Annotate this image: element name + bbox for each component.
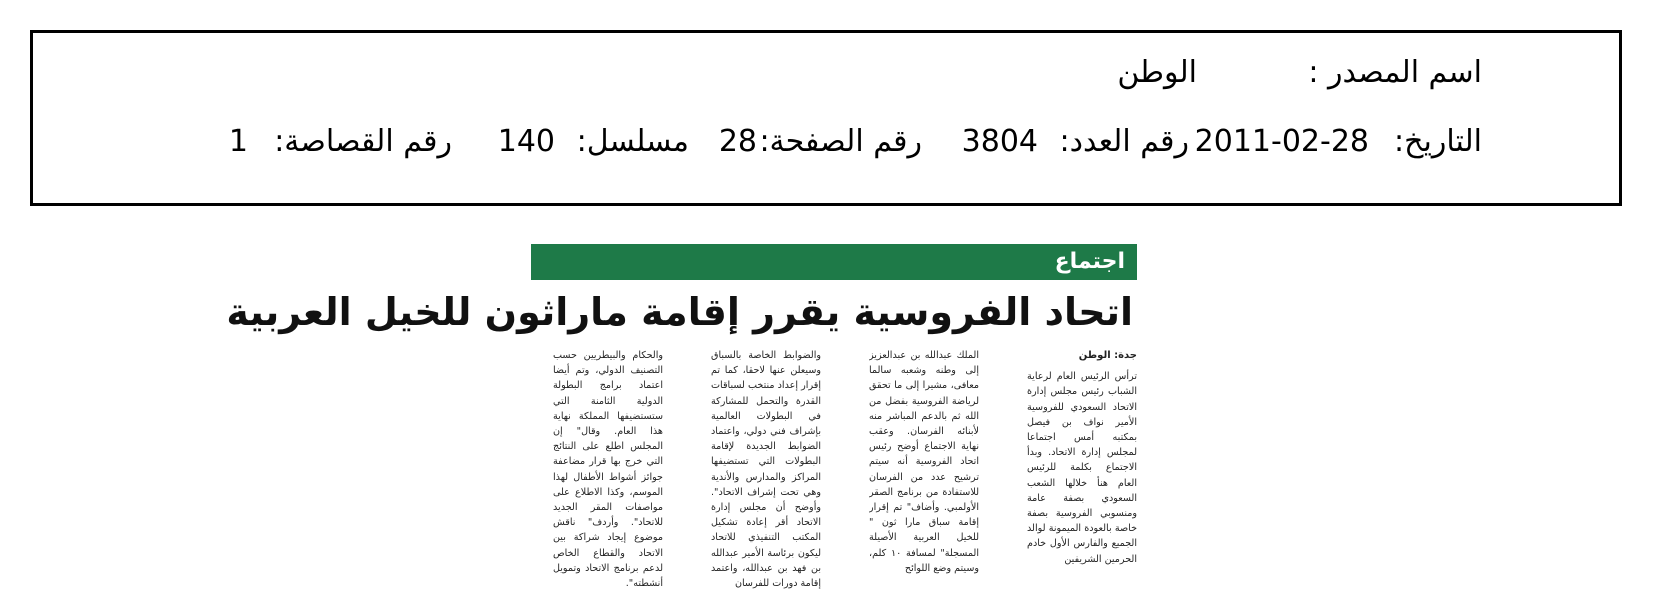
column-text: والحكام والبيطريين حسب التصنيف الدولي، وتم أيضا اعتماد برامج البطولة الدولية الثامنة التي ستستضيفها المملكة نهاية هذا العام. وقال" إن المجلس اطلع على النتائج التي خرج بها قرار مضاعفة جوائز أشواط الأطفال لهذا الموسم، وكذا الاطلاع على مواصفات المقر الجديد للاتحاد". وأردف" ناقش موضوع إيجاد شراكة بين الاتحاد والقطاع الخاص لدعم برنامج الاتحاد وتمويل أنشطته". <box>553 350 663 590</box>
issue-label: رقم العدد: <box>1059 124 1189 159</box>
column-text: الملك عبدالله بن عبدالعزيز إلى وطنه وشعبه سالما معافى، مشيرا إلى ما تحقق لرياضة الفروسية بفضل من الله ثم بالدعم المباشر منه لأبنائه الفرسان. وعقب نهاية الاجتماع أوضح رئيس اتحاد الفروسية أنه سيتم ترشيح عدد من الفرسان للاستفادة من برنامج الصقر الأولمبي. وأضاف" تم إقرار إقامة سباق مارا ثون " للخيل العربية الأصيلة المسجلة" لمسافة ١٠ كلم، وسيتم وضع اللوائح <box>869 350 979 574</box>
source-label: اسم المصدر : <box>1308 55 1482 90</box>
serial-label: مسلسل: <box>576 124 689 159</box>
article-column-1 <box>1027 348 1137 596</box>
clip-label: رقم القصاصة: <box>274 124 452 159</box>
newspaper-clipping <box>226 244 1137 596</box>
column-text: ترأس الرئيس العام لرعاية الشباب رئيس مجلس إدارة الاتحاد السعودي للفروسية الأمير نواف بن فيصل بمكتبه أمس اجتماعا لمجلس إدارة الاتحاد. وبدأ الاجتماع بكلمة للرئيس العام هنأ خلالها الشعب السعودي بصفة عامة ومنسوبي الفروسية بصفة خاصة بالعودة الميمونة لوالد الجميع والفارس الأول خادم الحرمين الشريفين <box>1027 371 1137 565</box>
source-value: الوطن <box>1117 55 1197 90</box>
article-column-4 <box>553 348 663 596</box>
page-value: 28 <box>718 124 757 159</box>
clipping-info-box <box>30 30 1622 206</box>
article-byline: جدة: الوطن <box>1078 350 1137 361</box>
date-label: التاريخ: <box>1394 124 1482 159</box>
column-text: والضوابط الخاصة بالسباق وسيعلن عنها لاحقا، كما تم إقرار إعداد منتخب لسباقات القدرة والتحمل للمشاركة في البطولات العالمية بإشراف فني دولي، واعتماد الضوابط الجديدة لإقامة البطولات التي تستضيفها المراكز والمدارس والأندية وهي تحت إشراف الاتحاد". وأوضح أن مجلس إدارة الاتحاد أقر إعادة تشكيل المكتب التنفيذي للاتحاد ليكون برئاسة الأمير عبدالله بن فهد بن عبدالله، واعتمد إقامة دورات للفرسان <box>711 350 821 590</box>
article-body <box>531 348 1137 596</box>
clip-value: 1 <box>228 124 248 159</box>
article-column-3 <box>711 348 821 596</box>
date-value: 2011-02-28 <box>1194 124 1369 159</box>
page-label: رقم الصفحة: <box>759 124 922 159</box>
issue-value: 3804 <box>961 124 1038 159</box>
serial-value: 140 <box>497 124 555 159</box>
article-headline: اتحاد الفروسية يقرر إقامة ماراثون للخيل العربية <box>226 290 1133 334</box>
section-bar <box>531 244 1137 280</box>
section-label: اجتماع <box>1054 249 1125 274</box>
article-column-2 <box>869 348 979 596</box>
